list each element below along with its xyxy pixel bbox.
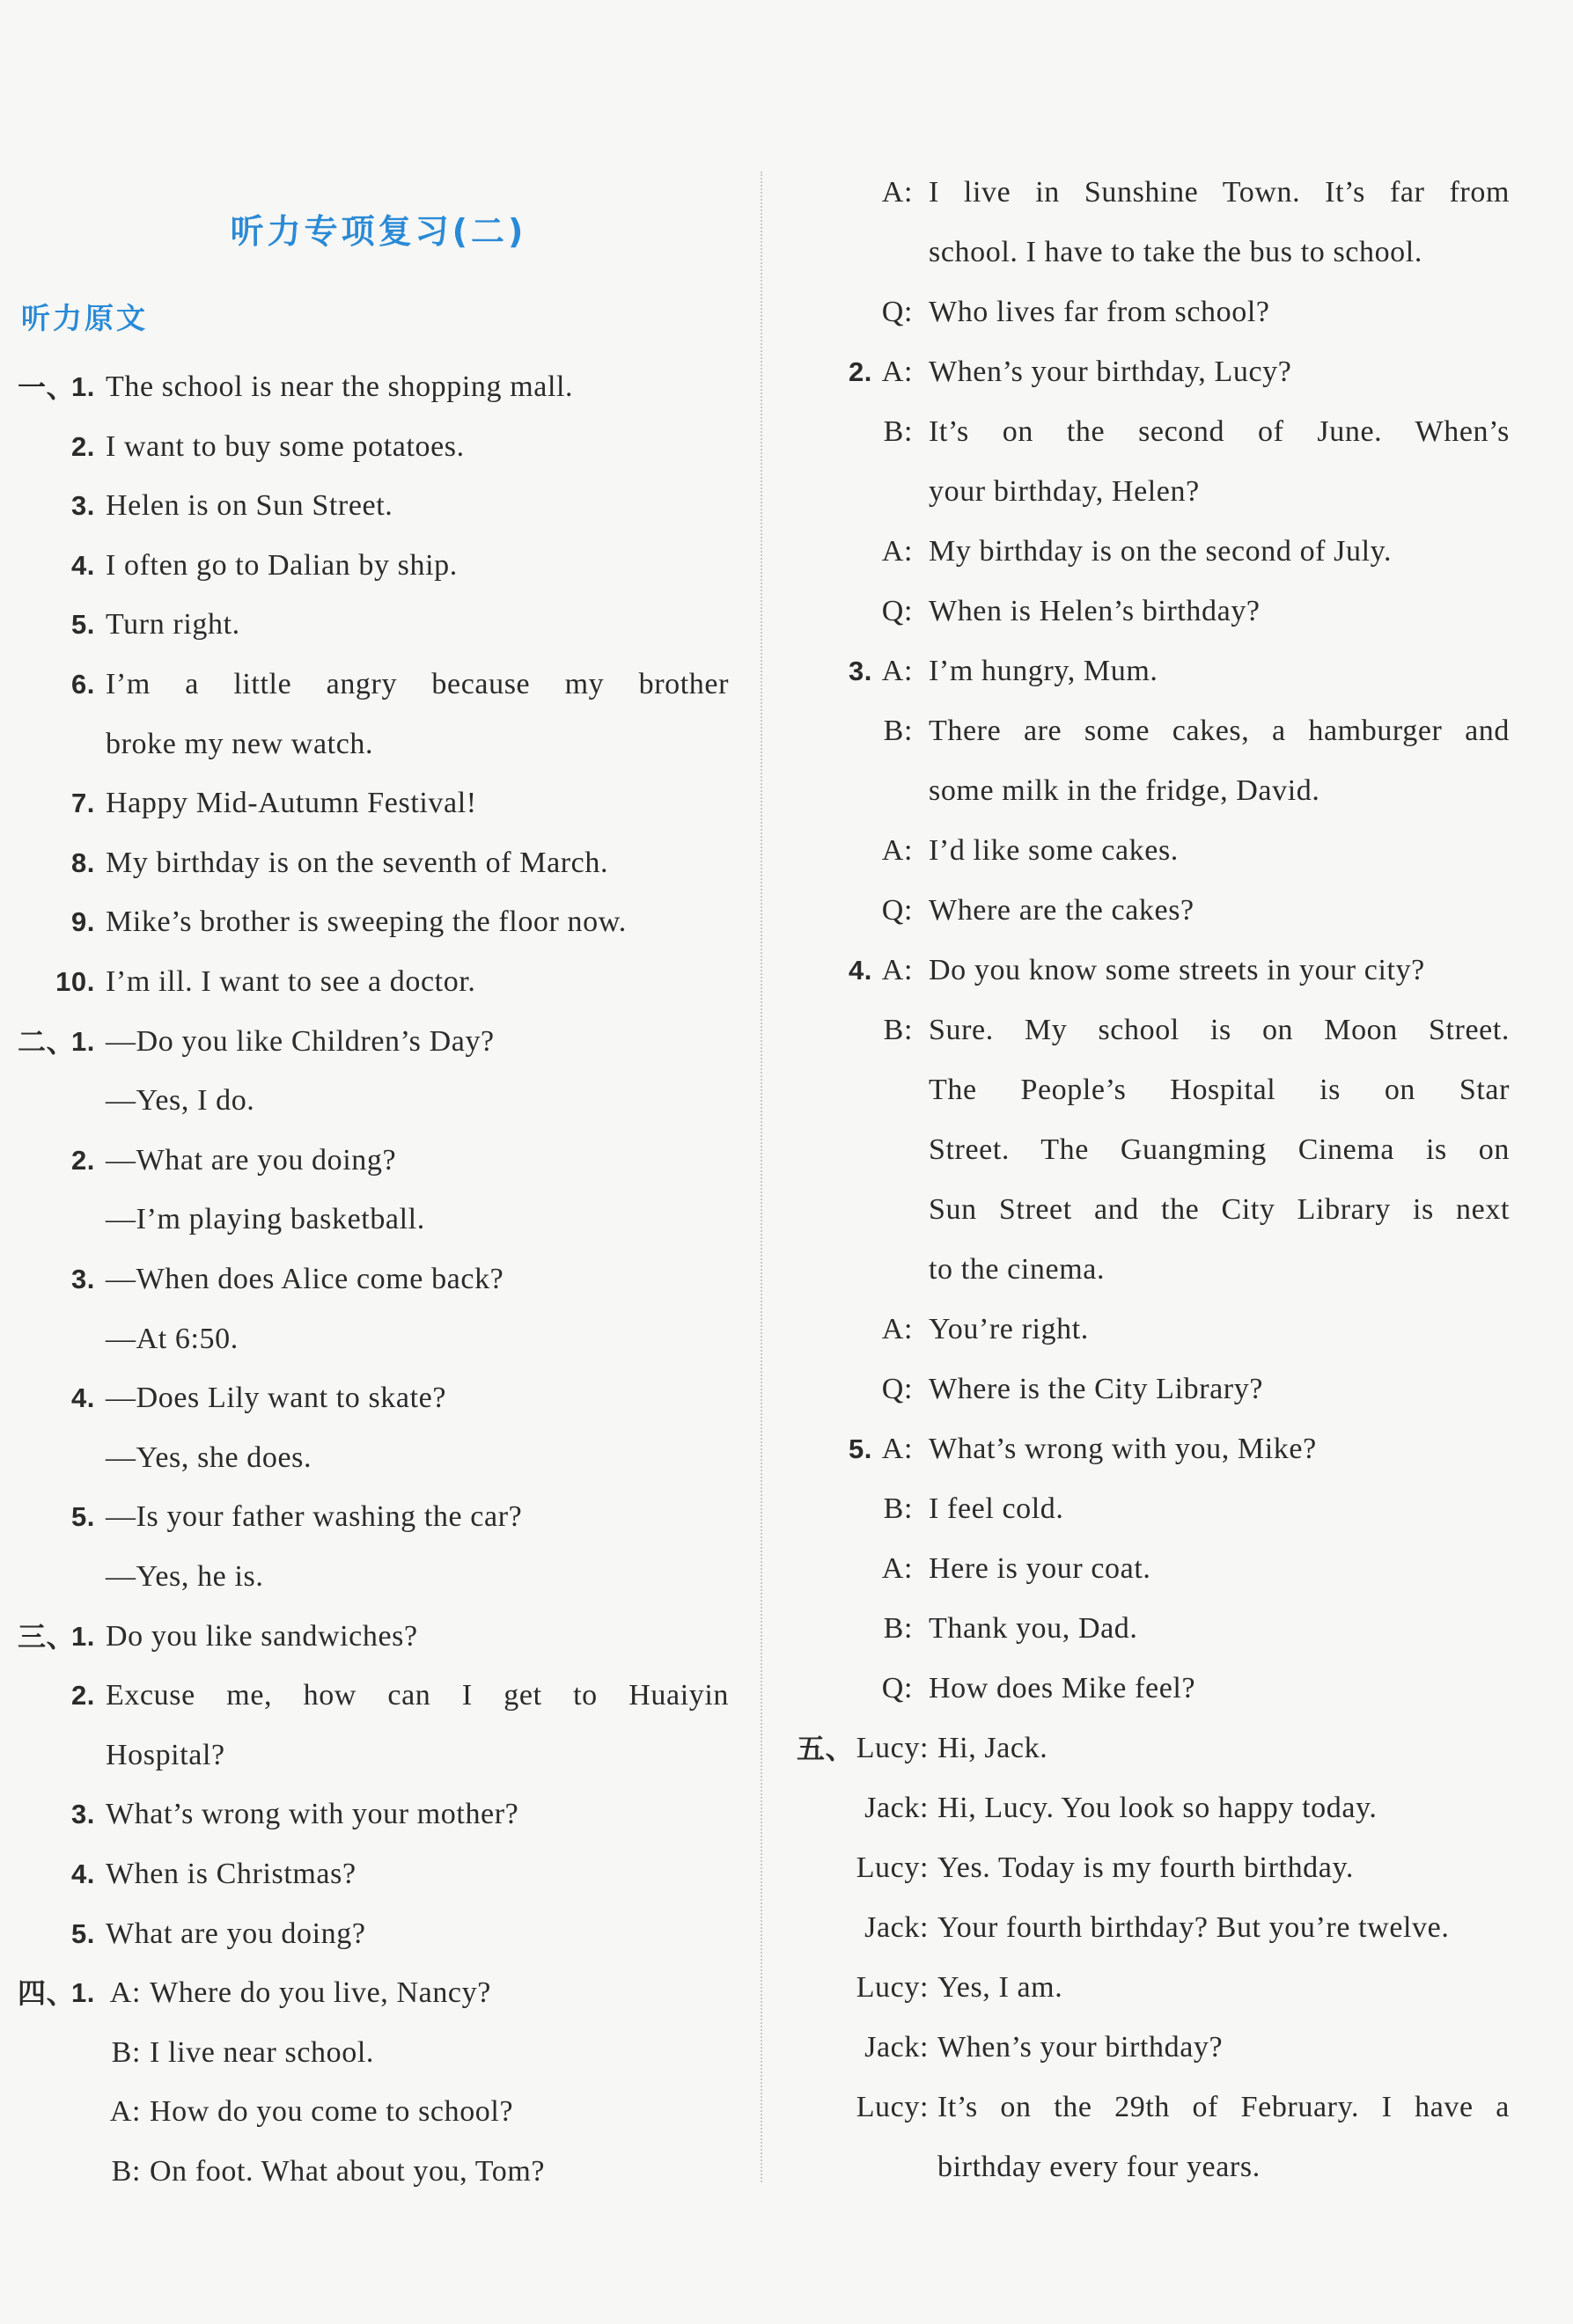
text-line [18,536,729,596]
section-number: 五、 [797,1732,855,1765]
line-text: Do you like sandwiches? [106,1619,418,1653]
text-line [797,1001,1510,1060]
line-text: Yes, I am. [937,1971,1063,2004]
text-line [18,952,729,1012]
line-text: school. I have to take the bus to school. [929,236,1422,268]
line-text: It’s on the second of June. When’s [929,415,1510,448]
text-line [797,1360,1510,1419]
text-line [797,1599,1510,1659]
item-number: 6. [70,669,95,700]
line-text: —When does Alice come back? [106,1263,504,1295]
line-text: Hospital? [106,1738,225,1771]
line-text: Where is the City Library? [929,1373,1264,1405]
line-text: Yes. Today is my fourth birthday. [937,1851,1354,1884]
line-text: Helen is on Sun Street. [106,489,393,523]
line-text: When is Christmas? [106,1858,356,1890]
line-text: How do you come to school? [150,2095,514,2129]
speaker-label: Jack: [864,1792,929,1824]
text-line [18,1190,729,1250]
text-line [797,522,1510,582]
text-line [797,1778,1510,1838]
line-text: your birthday, Helen? [929,475,1200,508]
speaker-label: A: [881,176,913,209]
item-number: 1. [70,1620,95,1652]
text-line [797,1838,1510,1898]
speaker-label: A: [881,834,913,867]
text-line [18,1726,729,1785]
speaker-label: B: [883,1492,913,1525]
speaker-label: B: [883,715,913,747]
line-text: I often go to Dalian by ship. [106,548,458,582]
text-line [18,1785,729,1844]
text-line [797,1719,1510,1778]
item-number: 2. [70,1680,95,1712]
section-number: 三、 [18,1619,76,1653]
item-number: 3. [70,1264,95,1294]
item-number: 10. [55,966,95,997]
text-line [797,1539,1510,1599]
item-number: 1. [70,371,95,402]
line-text: birthday every four years. [937,2151,1261,2183]
line-text: Thank you, Dad. [929,1612,1138,1645]
page-title: 听力专项复习(二) [230,212,527,251]
line-text: Sun Street and the City Library is next [929,1193,1510,1226]
text-line [18,1428,729,1488]
text-line [18,2082,729,2142]
item-number: 2. [848,356,872,387]
text-line [18,715,729,774]
item-number: 3. [70,490,95,522]
line-text: —Is your father washing the car? [106,1500,523,1534]
speaker-label: B: [883,1612,913,1645]
line-text: —Yes, she does. [106,1441,312,1474]
text-line [18,1250,729,1309]
line-text: What are you doing? [106,1917,366,1950]
text-line [18,1071,729,1131]
text-line [797,1060,1510,1120]
line-text: How does Mike feel? [929,1672,1196,1705]
speaker-label: A: [881,954,913,986]
speaker-label: Jack: [864,2031,929,2064]
section-number: 二、 [18,1024,76,1059]
text-line [797,2018,1510,2078]
text-line [797,1419,1510,1479]
text-line [18,1309,729,1369]
text-line [18,1131,729,1191]
line-text: It’s on the 29th of February. I have a [937,2091,1510,2123]
item-number: 3. [70,1799,95,1830]
speaker-label: Lucy: [856,1732,929,1764]
item-number: 1. [70,1977,95,2009]
line-text: Street. The Guangming Cinema is on [929,1133,1510,1166]
line-text: My birthday is on the seventh of March. [106,846,609,879]
line-text: What’s wrong with your mother? [106,1798,519,1831]
text-line [18,357,729,417]
text-line [797,1659,1510,1719]
item-number: 4. [848,955,872,986]
item-number: 9. [70,906,95,938]
speaker-label: A: [881,356,913,388]
speaker-label: B: [883,1014,913,1046]
line-text: When’s your birthday, Lucy? [929,356,1292,388]
text-line [797,223,1510,282]
text-line [18,1904,729,1964]
text-line [797,462,1510,522]
item-number: 5. [70,1917,95,1949]
text-line [797,1300,1510,1360]
speaker-label: A: [881,1433,913,1465]
line-text: I live near school. [150,2035,374,2069]
text-line [18,833,729,893]
text-line [797,1180,1510,1240]
line-text: —Do you like Children’s Day? [106,1024,495,1058]
line-text: My birthday is on the second of July. [929,535,1393,568]
text-line [18,1012,729,1072]
speaker-label: A: [881,535,913,568]
text-line [797,2078,1510,2137]
text-line [18,773,729,833]
item-number: 5. [70,1501,95,1533]
line-text: Turn right. [106,608,240,641]
text-line [797,282,1510,342]
text-line [18,1547,729,1607]
speaker-label: B: [111,2035,141,2069]
line-text: Who lives far from school? [929,296,1270,328]
text-line [18,2142,729,2202]
text-line [797,641,1510,701]
text-line [18,655,729,715]
line-text: There are some cakes, a hamburger and [929,715,1510,747]
item-number: 5. [70,609,95,641]
line-text: Excuse me, how can I get to Huaiyin [106,1679,729,1712]
text-line [797,402,1510,462]
speaker-label: Lucy: [856,1971,929,2004]
line-text: Where do you live, Nancy? [150,1976,491,2010]
text-line [18,892,729,952]
line-text: Where are the cakes? [929,894,1194,927]
item-number: 1. [70,1025,95,1057]
item-number: 8. [70,847,95,878]
text-line [18,2023,729,2083]
line-text: —Yes, he is. [106,1560,264,1593]
text-line [18,595,729,655]
line-text: to the cinema. [929,1253,1106,1286]
text-line [18,476,729,536]
text-line [18,1487,729,1547]
speaker-label: Jack: [864,1911,929,1944]
speaker-label: Lucy: [856,2091,929,2123]
line-text: —What are you doing? [106,1143,397,1177]
text-line [797,1958,1510,2018]
line-text: some milk in the fridge, David. [929,774,1320,807]
line-text: I’m a little angry because my brother [106,668,729,700]
line-text: I want to buy some potatoes. [106,429,465,463]
section-heading: 听力原文 [21,301,148,335]
line-text: —Does Lily want to skate? [106,1382,447,1415]
text-line [797,1120,1510,1180]
line-text: I’m hungry, Mum. [929,655,1158,687]
speaker-label: A: [881,1313,913,1345]
line-text: Sure. My school is on Moon Street. [929,1014,1510,1046]
text-line [797,881,1510,941]
text-line [797,582,1510,641]
speaker-label: B: [111,2155,141,2188]
text-line [18,1963,729,2023]
text-line [797,1898,1510,1958]
line-text: Your fourth birthday? But you’re twelve. [937,1911,1450,1944]
speaker-label: Q: [881,1373,913,1405]
line-text: You’re right. [929,1313,1089,1345]
item-number: 4. [70,1858,95,1889]
line-text: —At 6:50. [106,1322,239,1355]
item-number: 4. [70,549,95,581]
line-text: I feel cold. [929,1492,1064,1525]
text-line [18,1844,729,1904]
item-number: 5. [848,1433,872,1464]
item-number: 7. [70,788,95,819]
text-line [797,701,1510,761]
line-text: Do you know some streets in your city? [929,954,1425,986]
text-line [797,342,1510,402]
speaker-label: B: [883,415,913,448]
text-line [18,417,729,477]
column-divider [761,172,762,2182]
text-line [797,1240,1510,1300]
text-line [797,163,1510,223]
line-text: Mike’s brother is sweeping the floor now. [106,905,627,939]
item-number: 4. [70,1382,95,1414]
speaker-label: A: [881,1552,913,1585]
text-line [18,1666,729,1726]
line-text: Hi, Jack. [937,1732,1048,1764]
line-text: —I’m playing basketball. [106,1203,425,1236]
line-text: The People’s Hospital is on Star [929,1074,1510,1106]
speaker-label: A: [109,2095,141,2129]
speaker-label: Q: [881,595,913,627]
text-line [797,821,1510,881]
speaker-label: Q: [881,894,913,927]
line-text: When’s your birthday? [937,2031,1224,2064]
line-text: When is Helen’s birthday? [929,595,1261,627]
speaker-label: A: [881,655,913,687]
speaker-label: Lucy: [856,1851,929,1884]
speaker-label: A: [109,1976,141,2010]
text-line [797,941,1510,1001]
text-line [797,761,1510,821]
text-line [797,2137,1510,2197]
line-text: I’m ill. I want to see a doctor. [106,965,476,998]
text-line [797,1479,1510,1539]
item-number: 3. [848,656,872,686]
text-line [18,1368,729,1428]
text-line [18,1607,729,1667]
section-number: 四、 [18,1976,76,2011]
speaker-label: Q: [881,296,913,328]
line-text: I live in Sunshine Town. It’s far from [929,176,1510,209]
section-number: 一、 [18,370,76,404]
speaker-label: Q: [881,1672,913,1705]
line-text: I’d like some cakes. [929,834,1179,867]
line-text: broke my new watch. [106,727,374,760]
line-text: On foot. What about you, Tom? [150,2155,546,2188]
line-text: Hi, Lucy. You look so happy today. [937,1792,1378,1824]
line-text: The school is near the shopping mall. [106,370,574,403]
line-text: Here is your coat. [929,1552,1151,1585]
line-text: What’s wrong with you, Mike? [929,1433,1317,1465]
line-text: Happy Mid-Autumn Festival! [106,787,477,820]
item-number: 2. [70,430,95,462]
item-number: 2. [70,1144,95,1176]
line-text: —Yes, I do. [106,1084,255,1118]
